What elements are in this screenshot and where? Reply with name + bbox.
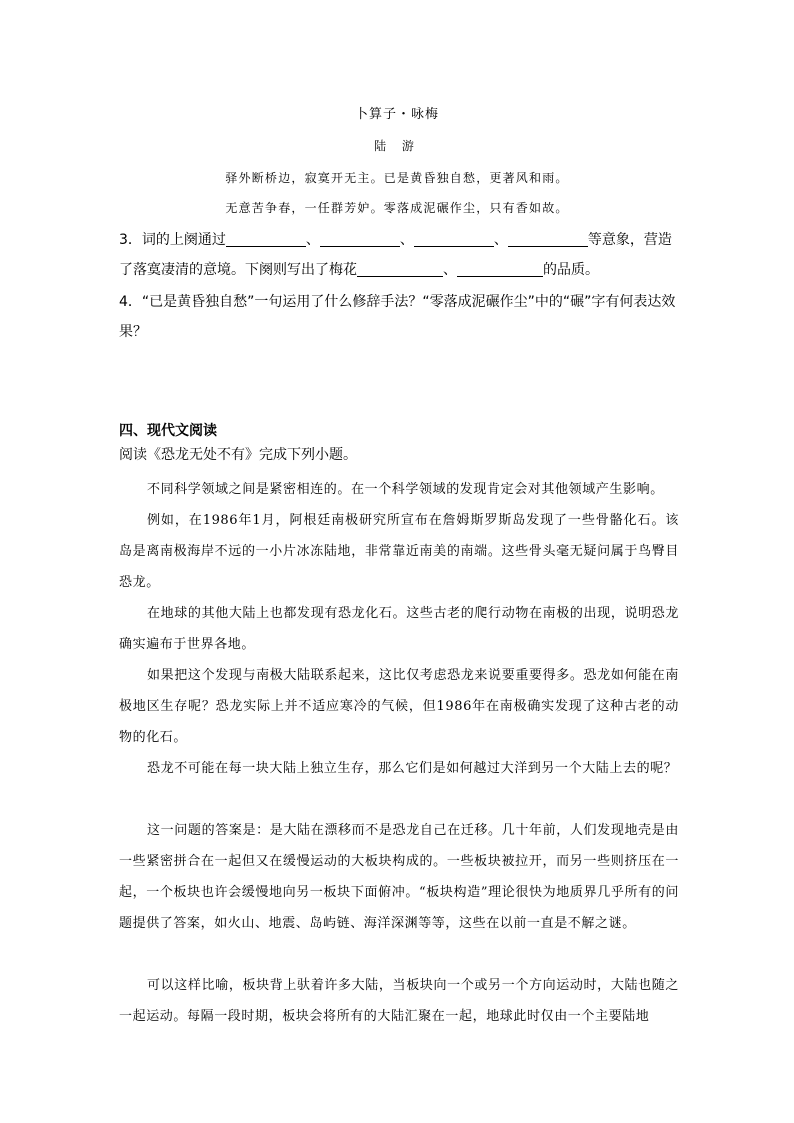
answer-blank-2[interactable] (320, 230, 400, 247)
article-paragraph-5: 恐龙不可能在每一块大陆上独立生存，那么它们是如何越过大洋到另一个大陆上去的呢？ (147, 761, 678, 776)
answer-blank-3[interactable] (414, 230, 494, 247)
separator: 、 (399, 232, 414, 248)
poem-line-1: 驿外断桥边，寂寞开无主。已是黄昏独自愁，更著风和雨。 (225, 171, 569, 185)
section-intro: 阅读《恐龙无处不有》完成下列小题。 (119, 447, 357, 463)
question-3-prefix: 3．词的上阕通过 (119, 232, 226, 248)
answer-blank-5[interactable] (357, 260, 443, 277)
separator: 、 (493, 232, 508, 248)
answer-blank-1[interactable] (226, 230, 306, 247)
article-paragraph-2: 例如，在1986年1月，阿根廷南极研究所宣布在詹姆斯罗斯岛发现了一些骨骼化石。该岛是离南极海岸不远的一小片冰冻陆地，非常靠近南美的南端。这些骨头毫无疑问属于鸟臀目恐龙。 (119, 513, 679, 590)
article-paragraph-7: 可以这样比喻，板块背上驮着许多大陆，当板块向一个或另一个方向运动时，大陆也随之一起运动。每隔一段时期，板块会将所有的大陆汇聚在一起，地球此时仅由一个主要陆地 (119, 978, 679, 1024)
answer-blank-6[interactable] (457, 260, 543, 277)
separator: 、 (305, 232, 320, 248)
poem-line-2: 无意苦争春，一任群芳妒。零落成泥碾作尘，只有香如故。 (225, 201, 569, 215)
answer-blank-4[interactable] (508, 230, 588, 247)
question-3 (119, 225, 679, 285)
poem-author: 陆 游 (374, 139, 420, 153)
article-paragraph-1: 不同科学领域之间是紧密相连的。在一个科学领域的发现肯定会对其他领域产生影响。 (147, 482, 664, 497)
question-3-middle: 等意象，营造了落寞凄清的意境。下阕则写出了梅花 (119, 232, 672, 278)
question-3-suffix: 的品质。 (543, 262, 599, 278)
article-paragraph-4: 如果把这个发现与南极大陆联系起来，这比仅考虑恐龙来说要重要得多。恐龙如何能在南极地区生存呢？恐龙实际上并不适应寒冷的气候，但1986年在南极确实发现了这种古老的动物的化石。 (119, 668, 679, 745)
section-heading: 四、现代文阅读 (119, 423, 217, 439)
separator: 、 (443, 262, 457, 278)
question-4: 4．“已是黄昏独自愁”一句运用了什么修辞手法？“零落成泥碾作尘”中的“碾”字有何表达效果？ (119, 294, 676, 340)
article-paragraph-3: 在地球的其他大陆上也都发现有恐龙化石。这些古老的爬行动物在南极的出现，说明恐龙确实遍布于世界各地。 (119, 606, 679, 652)
poem-title: 卜算子・咏梅 (354, 107, 439, 122)
article-paragraph-6: 这一问题的答案是：是大陆在漂移而不是恐龙自己在迁移。几十年前，人们发现地壳是由一些紧密拼合在一起但又在缓慢运动的大板块构成的。一些板块被拉开，而另一些则挤压在一起，一个板块也许会缓慢地向另一板块下面俯冲。“板块构造”理论很快为地质界几乎所有的问题提供了答案，如火山、地震、岛屿链、海洋深渊等等，这些在以前一直是不解之谜。 (119, 823, 679, 931)
